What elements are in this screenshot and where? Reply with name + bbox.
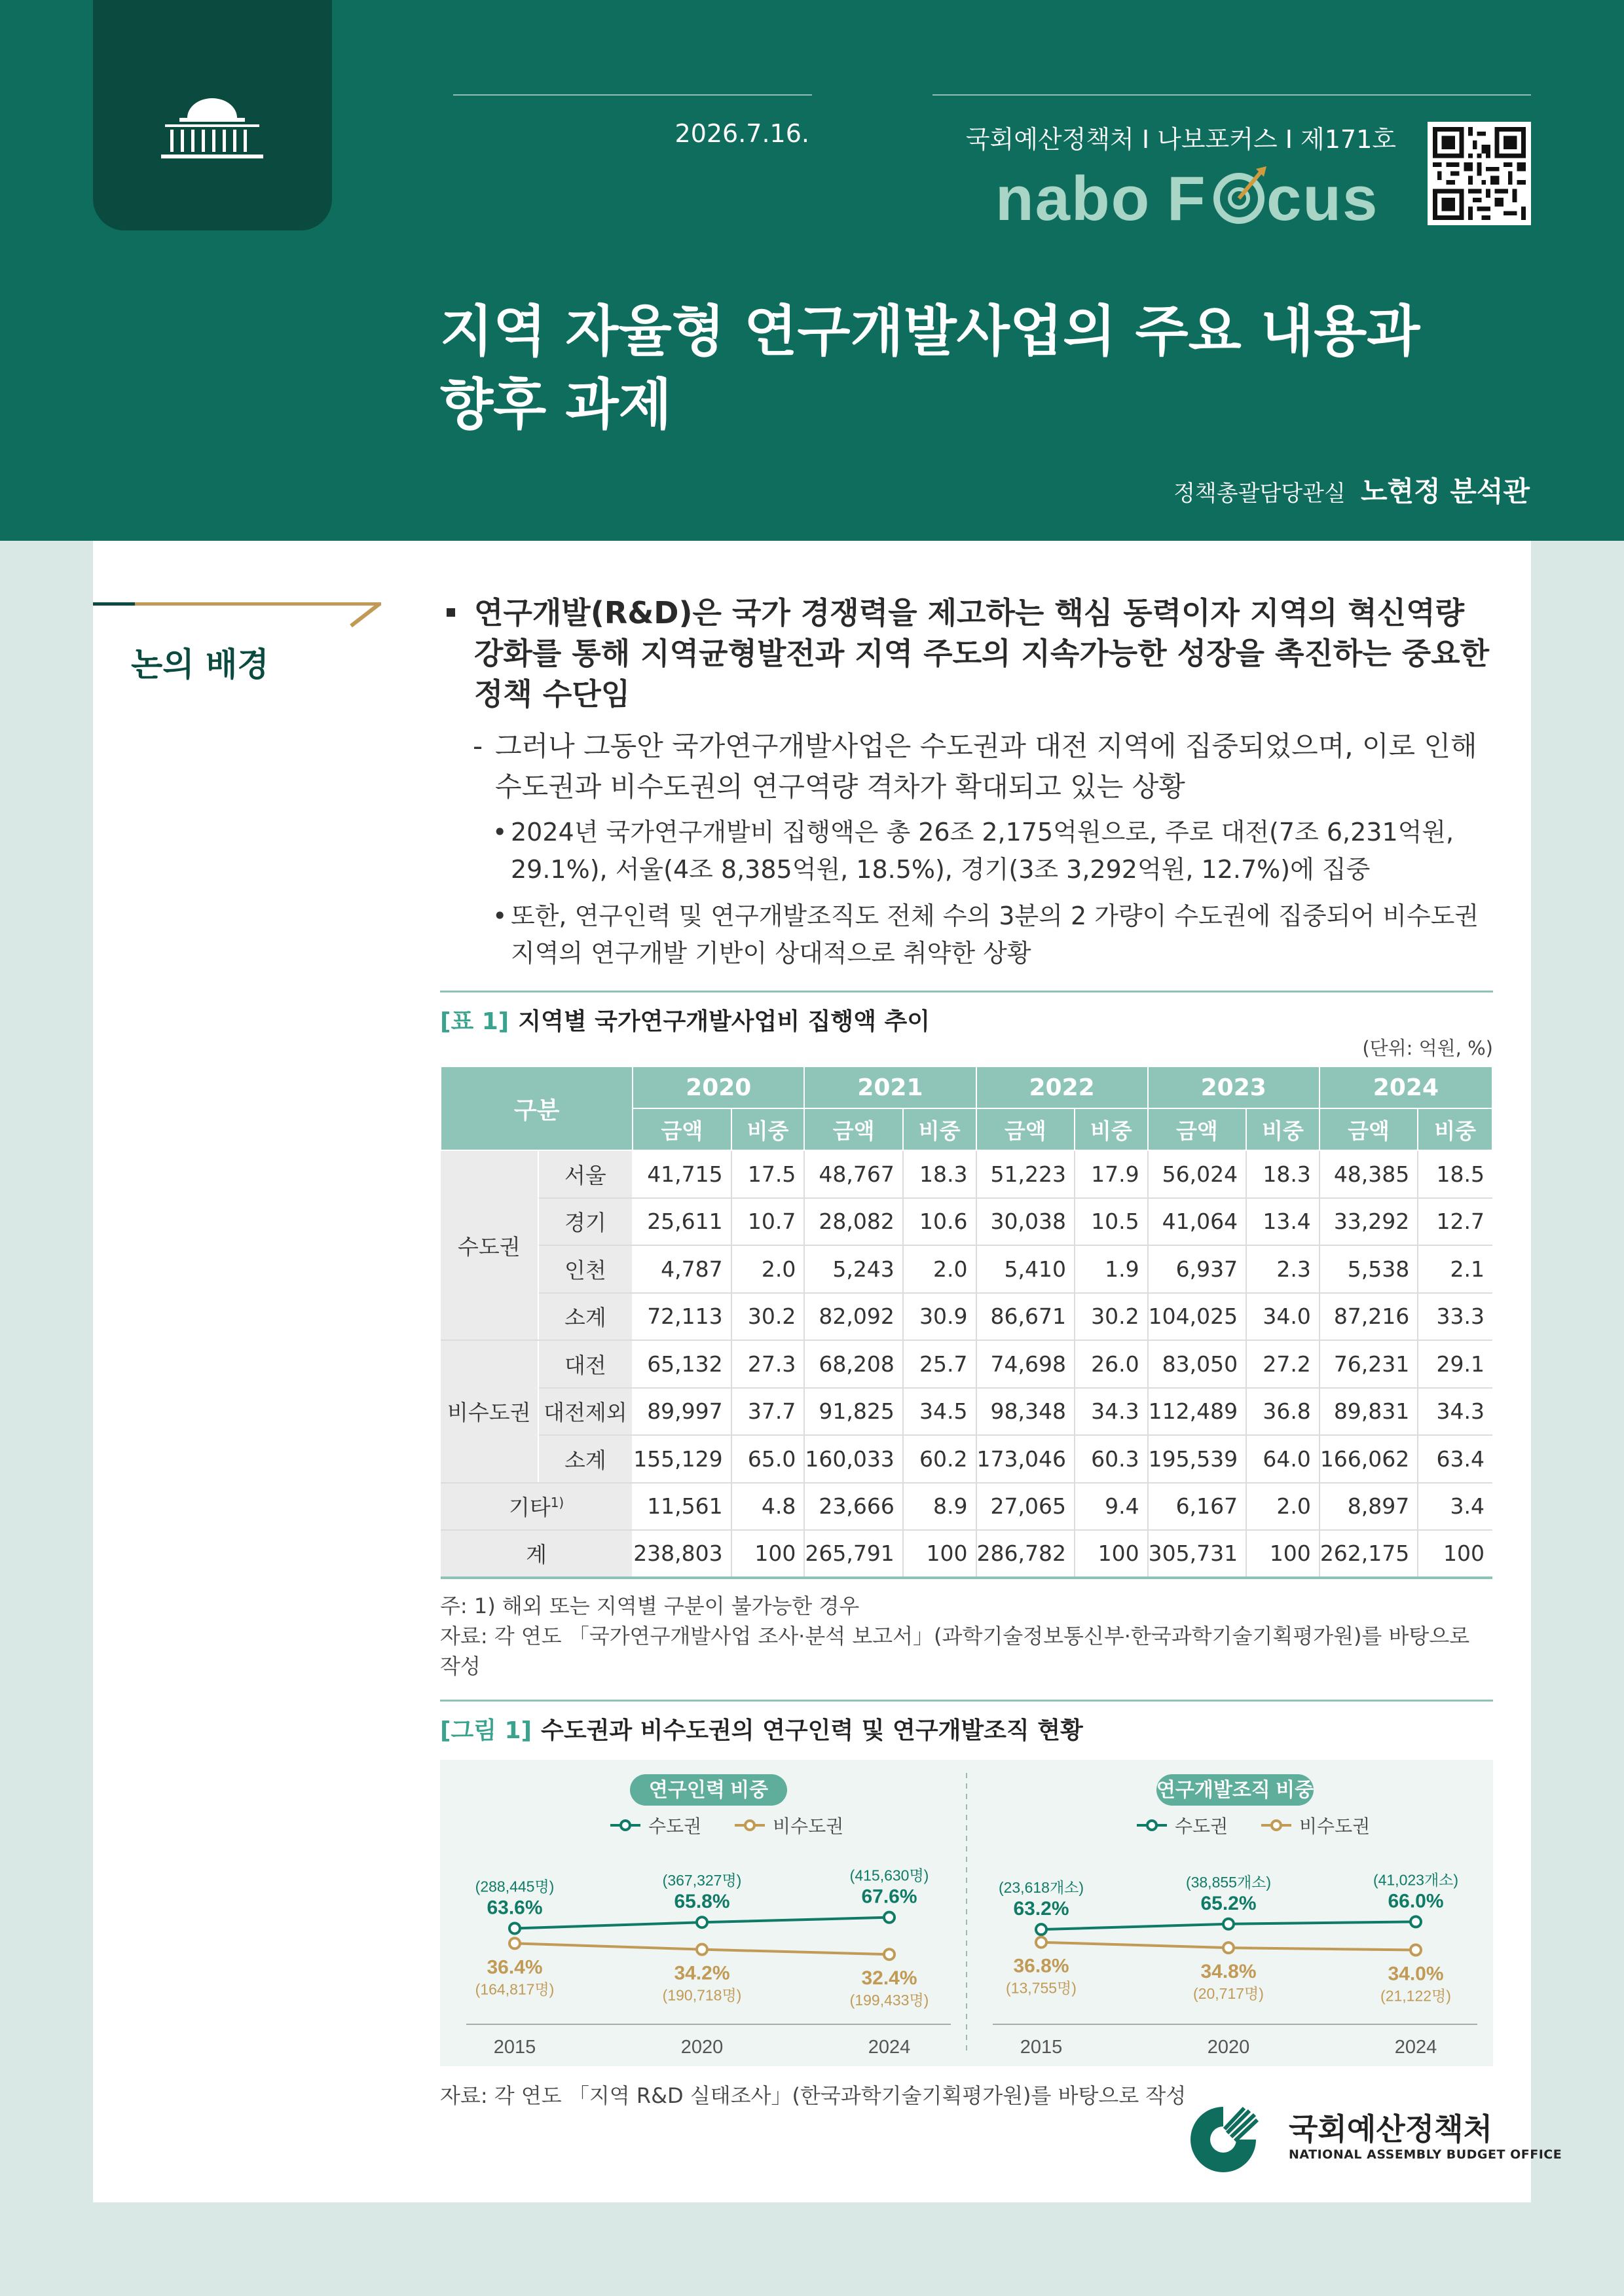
main-content [440,592,1493,2109]
table-row [441,1388,1492,1436]
cell-share: 26.0 [1075,1340,1148,1388]
svg-text:F: F [1167,164,1207,234]
data-value-label: 67.6% [861,1886,917,1908]
cell-share: 4.8 [731,1483,805,1531]
row-label: 소계 [538,1435,633,1483]
table-header-year: 2024 [1320,1066,1492,1108]
data-value-label: 63.2% [1013,1897,1069,1920]
row-label: 인천 [538,1245,633,1293]
title-line-1: 지역 자율형 연구개발사업의 주요 내용과 [440,299,1420,363]
table-row [441,1435,1492,1483]
data-value-label: 34.0% [1388,1963,1444,1984]
cell-share: 18.3 [903,1150,976,1198]
issue-date: 2026.7.16. [674,119,809,148]
data-point [1223,1918,1234,1929]
cell-amount: 6,167 [1148,1483,1246,1531]
figure-title: 수도권과 비수도권의 연구인력 및 연구개발조직 현황 [541,1717,1083,1744]
data-point [884,1912,895,1922]
cell-amount: 104,025 [1148,1293,1246,1341]
detail-point-1-text: 2024년 국가연구개발비 집행액은 총 26조 2,175억원으로, 주로 대전(7조 6,231억원, 29.1%), 서울(4조 8,385억원, 18.5%), 경기(3조 3,292억원, 12.7%)에 집중 [511,818,1454,884]
footer-org-korean: 국회예산정책처 [1289,2111,1493,2147]
table-row [441,1483,1492,1531]
main-bullet [440,592,1493,714]
cell-amount: 5,538 [1320,1245,1418,1293]
assembly-building-icon [147,92,278,170]
cell-amount: 87,216 [1320,1293,1418,1341]
cell-amount: 238,803 [633,1530,731,1578]
section-marker-line [93,602,381,629]
data-count-label: (288,445명) [475,1877,555,1895]
cell-amount: 262,175 [1320,1530,1418,1578]
data-value-label: 36.4% [487,1956,543,1978]
data-point [1036,1924,1046,1935]
cell-amount: 155,129 [633,1435,731,1483]
cell-share: 18.5 [1418,1150,1492,1198]
cell-share: 36.8 [1246,1388,1320,1436]
detail-point-2 [440,898,1493,972]
dash-marker: - [473,730,483,762]
table-header-category: 구분 [441,1066,633,1150]
cell-share: 63.4 [1418,1435,1492,1483]
page-title [440,295,1422,441]
table-row [441,1150,1492,1198]
data-point [1223,1942,1234,1953]
cell-share: 13.4 [1246,1198,1320,1246]
table-title: 지역별 국가연구개발사업비 집행액 추이 [518,1008,931,1035]
table-top-rule [440,991,1493,993]
figure-top-rule [440,1700,1493,1702]
data-point [1411,1944,1421,1955]
cell-share: 10.5 [1075,1198,1148,1246]
nabo-focus-logo [995,162,1396,234]
table-caption [440,1003,1493,1036]
cell-share: 29.1 [1418,1340,1492,1388]
x-tick-label: 2024 [868,2036,911,2058]
chart-title: 연구인력 비중 [648,1779,769,1801]
table-row [441,1245,1492,1293]
cell-share: 2.3 [1246,1245,1320,1293]
cell-amount: 65,132 [633,1340,731,1388]
data-point [1036,1937,1046,1947]
x-tick-label: 2024 [1394,2036,1437,2058]
cell-share: 34.3 [1075,1388,1148,1436]
table-header-amount: 금액 [1320,1108,1418,1150]
cell-share: 34.0 [1246,1293,1320,1341]
series-label: 국회예산정책처 I 나보포커스 I 제171호 [965,125,1396,154]
dot-marker: • [492,818,507,847]
cell-amount: 83,050 [1148,1340,1246,1388]
table-header-share: 비중 [903,1108,976,1150]
cell-share: 2.0 [903,1245,976,1293]
table-unit: (단위: 억원, %) [1362,1037,1493,1059]
cell-amount: 305,731 [1148,1530,1246,1578]
data-count-label: (164,817명) [475,1980,555,1997]
data-count-label: (21,122명) [1380,1987,1451,2004]
legend-marker [621,1821,630,1830]
cell-amount: 48,385 [1320,1150,1418,1198]
row-label: 기타$^{1)}$ [441,1483,633,1531]
table-notes [440,1591,1493,1681]
x-tick-label: 2015 [1020,2036,1063,2058]
table-source: 자료: 각 연도 「국가연구개발사업 조사·분석 보고서」(과학기술정보통신부·한국과학기술기획평가원)를 바탕으로 작성 [440,1623,1470,1679]
x-tick-label: 2020 [1207,2036,1250,2058]
cell-share: 65.0 [731,1435,805,1483]
cell-share: 30.2 [1075,1293,1148,1341]
row-label: 대전 [538,1340,633,1388]
cell-share: 10.7 [731,1198,805,1246]
data-point [509,1923,520,1933]
legend-label: 수도권 [648,1815,702,1836]
cell-share: 60.3 [1075,1435,1148,1483]
table-header-year: 2023 [1148,1066,1320,1108]
cell-amount: 74,698 [976,1340,1075,1388]
row-label: 계 [441,1530,633,1578]
cell-share: 2.1 [1418,1245,1492,1293]
data-count-label: (38,855개소) [1185,1873,1272,1891]
cell-share: 100 [1075,1530,1148,1578]
table-header-amount: 금액 [1148,1108,1246,1150]
row-label: 소계 [538,1293,633,1341]
cell-share: 8.9 [903,1483,976,1531]
data-point [884,1949,895,1959]
table-number: [표 1] [440,1008,509,1035]
data-value-label: 34.8% [1200,1960,1257,1982]
cell-amount: 112,489 [1148,1388,1246,1436]
section-heading: 논의 배경 [131,646,269,683]
author-department: 정책총괄담당관실 [1173,481,1346,507]
data-value-label: 65.2% [1200,1892,1257,1914]
svg-text:cus: cus [1266,164,1379,234]
figure-source: 자료: 각 연도 「지역 R&D 실태조사」(한국과학기술기획평가원)를 바탕으로 작성 [440,2083,1187,2108]
cell-amount: 41,064 [1148,1198,1246,1246]
cell-share: 37.7 [731,1388,805,1436]
cell-amount: 5,410 [976,1245,1075,1293]
nabo-emblem-icon [1184,2100,1263,2179]
table-header-share: 비중 [1246,1108,1320,1150]
cell-share: 30.9 [903,1293,976,1341]
main-bullet-text: 연구개발(R&D)은 국가 경쟁력을 제고하는 핵심 동력이자 지역의 혁신역량 강화를 통해 지역균형발전과 지역 주도의 지속가능한 성장을 촉진하는 중요한 정책 수단임 [474,595,1490,712]
cell-share: 64.0 [1246,1435,1320,1483]
detail-point-1 [440,814,1493,888]
cell-share: 33.3 [1418,1293,1492,1341]
svg-text:nabo: nabo [995,164,1151,234]
figure-charts [440,1760,1493,2066]
data-count-label: (367,327명) [662,1871,742,1889]
cell-amount: 82,092 [804,1293,902,1341]
cell-share: 100 [1418,1530,1492,1578]
cell-amount: 286,782 [976,1530,1075,1578]
cell-amount: 56,024 [1148,1150,1246,1198]
logo-tab [93,0,332,230]
data-value-label: 63.6% [487,1896,543,1918]
legend-marker [1147,1821,1156,1830]
sub-point [440,726,1493,807]
cell-amount: 27,065 [976,1483,1075,1531]
table-header-share: 비중 [731,1108,805,1150]
cell-amount: 89,997 [633,1388,731,1436]
table-header-year: 2020 [633,1066,804,1108]
data-count-label: (13,755명) [1006,1979,1077,1997]
cell-amount: 6,937 [1148,1245,1246,1293]
table-header-share: 비중 [1418,1108,1492,1150]
figure-number: [그림 1] [440,1717,532,1744]
data-value-label: 34.2% [674,1962,730,1984]
table-row [441,1198,1492,1246]
cell-amount: 160,033 [804,1435,902,1483]
cell-amount: 68,208 [804,1340,902,1388]
cell-share: 10.6 [903,1198,976,1246]
cell-share: 2.0 [1246,1483,1320,1531]
data-point [509,1938,520,1948]
cell-amount: 195,539 [1148,1435,1246,1483]
cell-share: 2.0 [731,1245,805,1293]
cell-share: 100 [903,1530,976,1578]
x-tick-label: 2015 [493,2036,536,2058]
table-row [441,1293,1492,1341]
data-value-label: 36.8% [1013,1955,1069,1977]
legend-label: 수도권 [1175,1815,1228,1836]
dot-marker: • [492,902,507,930]
table-header-year: 2021 [804,1066,976,1108]
data-count-label: (415,630명) [849,1867,929,1884]
cell-amount: 173,046 [976,1435,1075,1483]
cell-amount: 25,611 [633,1198,731,1246]
cell-amount: 98,348 [976,1388,1075,1436]
cell-share: 17.5 [731,1150,805,1198]
data-count-label: (41,023개소) [1373,1870,1459,1888]
cell-amount: 166,062 [1320,1435,1418,1483]
data-point [697,1917,707,1927]
cell-share: 3.4 [1418,1483,1492,1531]
group-label-noncapital: 비수도권 [441,1340,538,1483]
qr-code[interactable] [1428,122,1531,225]
row-label: 서울 [538,1150,633,1198]
cell-amount: 89,831 [1320,1388,1418,1436]
table-row [441,1340,1492,1388]
title-line-2: 향후 과제 [440,373,672,437]
data-count-label: (190,718명) [662,1986,742,2004]
cell-share: 27.2 [1246,1340,1320,1388]
cell-amount: 28,082 [804,1198,902,1246]
header-rule-right [932,94,1531,96]
cell-amount: 48,767 [804,1150,902,1198]
data-value-label: 65.8% [674,1890,730,1912]
data-point [697,1944,707,1954]
legend-marker [1272,1821,1281,1830]
table-footnote: 주: 1) 해외 또는 지역별 구분이 불가능한 경우 [440,1593,860,1618]
group-label-capital: 수도권 [441,1150,538,1340]
cell-amount: 86,671 [976,1293,1075,1341]
author-name: 노현정 분석관 [1360,475,1530,507]
cell-amount: 76,231 [1320,1340,1418,1388]
table-header-year: 2022 [976,1066,1148,1108]
cell-amount: 51,223 [976,1150,1075,1198]
cell-amount: 265,791 [804,1530,902,1578]
cell-amount: 91,825 [804,1388,902,1436]
cell-amount: 8,897 [1320,1483,1418,1531]
data-count-label: (23,618개소) [998,1878,1084,1896]
table-header-amount: 금액 [804,1108,902,1150]
sub-point-text: 그러나 그동안 국가연구개발사업은 수도권과 대전 지역에 집중되었으며, 이로 인해 수도권과 비수도권의 연구역량 격차가 확대되고 있는 상황 [495,730,1477,803]
data-value-label: 66.0% [1388,1889,1444,1912]
x-tick-label: 2020 [680,2036,724,2058]
cell-share: 9.4 [1075,1483,1148,1531]
cell-share: 100 [1246,1530,1320,1578]
figure-caption [440,1712,1493,1745]
row-label: 경기 [538,1198,633,1246]
cell-amount: 4,787 [633,1245,731,1293]
data-value-label: 32.4% [861,1967,917,1989]
header-banner [0,0,1624,541]
footnote-marker: 1) [550,1495,564,1511]
cell-share: 17.9 [1075,1150,1148,1198]
cell-amount: 72,113 [633,1293,731,1341]
line-charts-svg [440,1760,1493,2066]
data-point [1411,1916,1421,1927]
table-row [441,1530,1492,1578]
detail-point-2-text: 또한, 연구인력 및 연구개발조직도 전체 수의 3분의 2 가량이 수도권에 집중되어 비수도권 지역의 연구개발 기반이 상대적으로 취약한 상황 [511,902,1479,968]
author-block [917,470,1530,509]
chart-title: 연구개발조직 비중 [1156,1779,1314,1801]
cell-share: 27.3 [731,1340,805,1388]
rnd-budget-table [440,1066,1493,1579]
table-header-share: 비중 [1075,1108,1148,1150]
table-header-amount: 금액 [633,1108,731,1150]
cell-share: 12.7 [1418,1198,1492,1246]
row-label: 대전제외 [538,1388,633,1436]
cell-amount: 41,715 [633,1150,731,1198]
cell-amount: 33,292 [1320,1198,1418,1246]
data-count-label: (20,717명) [1193,1984,1264,2002]
table-header-amount: 금액 [976,1108,1075,1150]
cell-share: 34.3 [1418,1388,1492,1436]
cell-share: 60.2 [903,1435,976,1483]
cell-share: 25.7 [903,1340,976,1388]
footer-org-english: NATIONAL ASSEMBLY BUDGET OFFICE [1289,2147,1562,2162]
cell-share: 30.2 [731,1293,805,1341]
cell-amount: 11,561 [633,1483,731,1531]
cell-amount: 30,038 [976,1198,1075,1246]
cell-share: 100 [731,1530,805,1578]
header-rule-left [453,94,812,96]
cell-amount: 5,243 [804,1245,902,1293]
data-count-label: (199,433명) [849,1991,929,2009]
legend-marker [745,1821,754,1830]
square-bullet-icon [447,608,455,617]
cell-share: 18.3 [1246,1150,1320,1198]
legend-label: 비수도권 [773,1815,844,1836]
cell-share: 1.9 [1075,1245,1148,1293]
legend-label: 비수도권 [1299,1815,1371,1836]
cell-amount: 23,666 [804,1483,902,1531]
cell-share: 34.5 [903,1388,976,1436]
